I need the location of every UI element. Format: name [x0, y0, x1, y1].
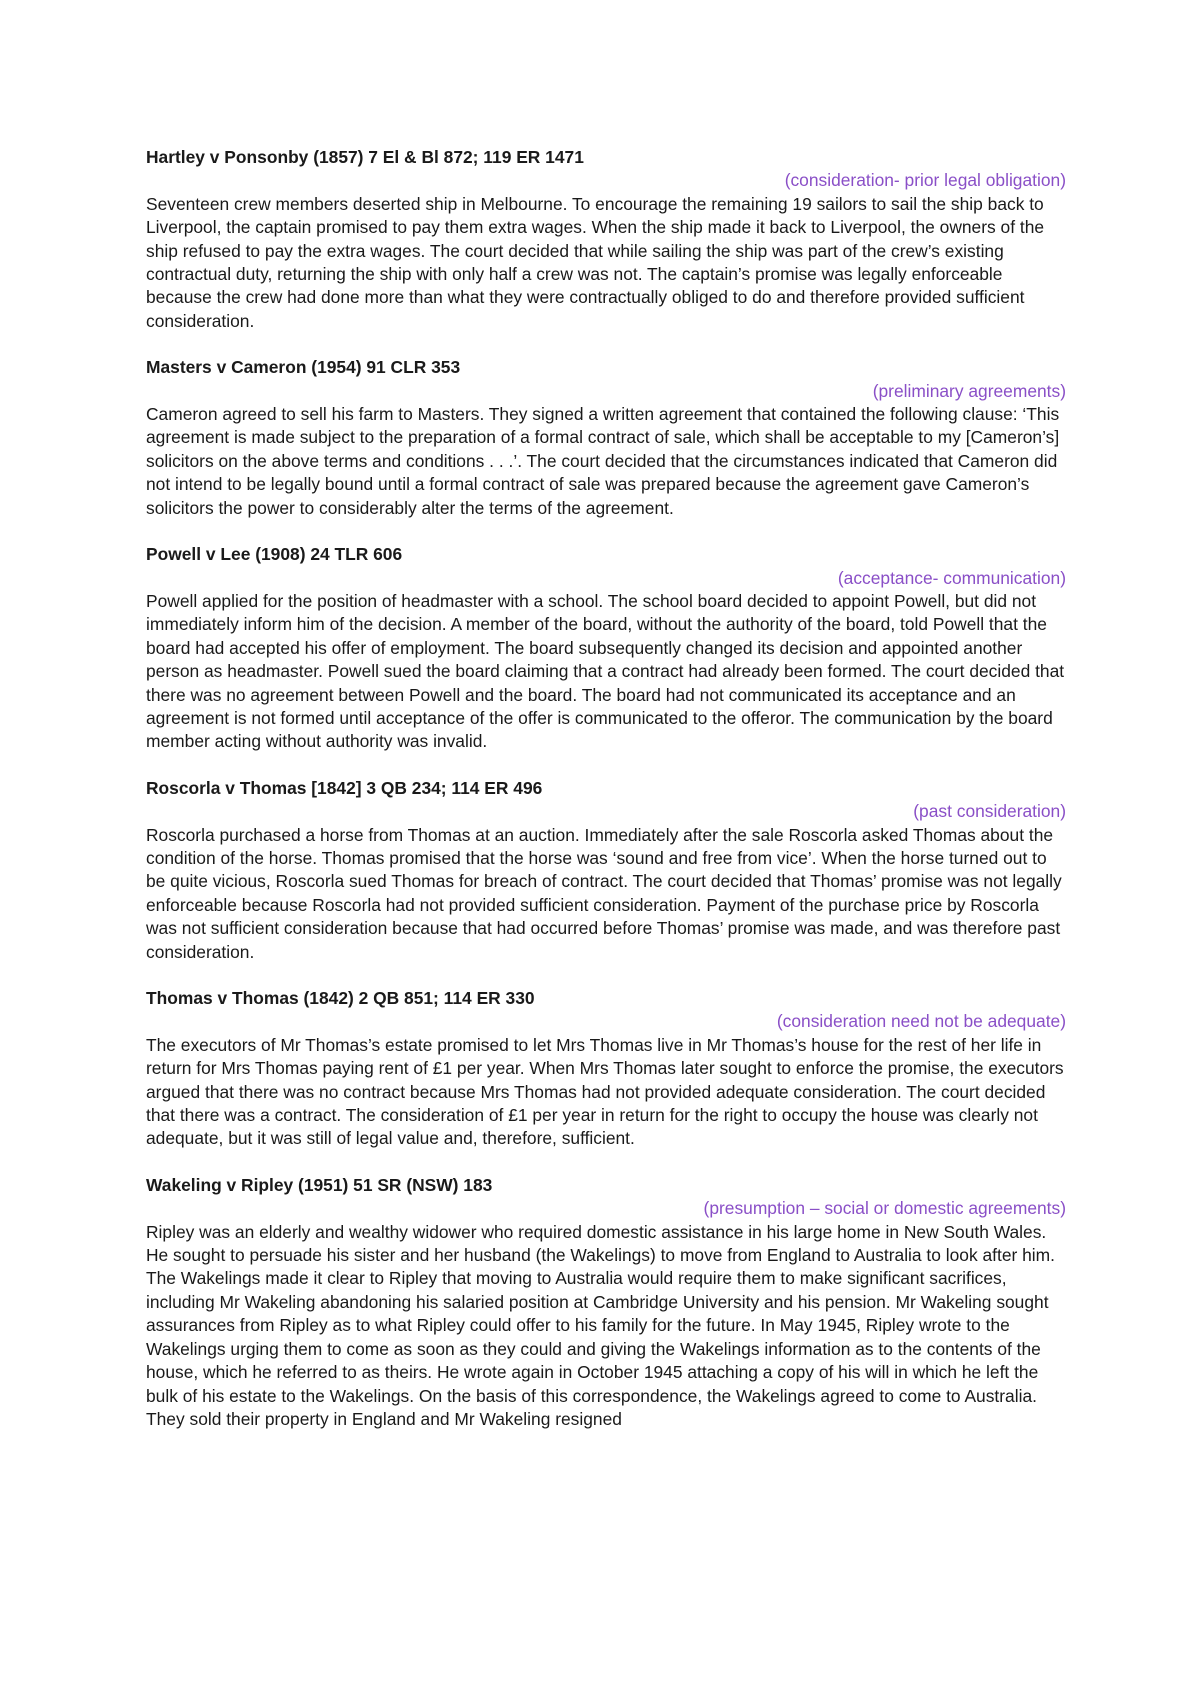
case-summary: Ripley was an elderly and wealthy widower who required domestic assistance in his large home in New South Wales. He sought to persuade his sister and her husband (the Wakelings) to move from England to Australia to look after him. The Wakelings made it clear to Ripley that moving to Australia would require them to make significant sacrifices, including Mr Wakeling abandoning his salaried position at Cambridge University and his pension. Mr Wakeling sought assurances from Ripley as to what Ripley could offer to his family for the future. In May 1945, Ripley wrote to the Wakelings urging them to come as soon as they could and giving the Wakelings information as to the contents of the house, which he referred to as theirs. He wrote again in October 1945 attaching a copy of his will in which he left the bulk of his estate to the Wakelings. On the basis of this correspondence, the Wakelings agreed to come to Australia. They sold their property in England and Mr Wakeling resigned [146, 1221, 1055, 1429]
case-entry [146, 777, 1066, 964]
case-entry [146, 1174, 1066, 1431]
case-summary: Powell applied for the position of headmaster with a school. The school board decided to appoint Powell, but did not immediately inform him of the decision. A member of the board, without the authority of the board, told Powell that the board had accepted his offer of employment. The board subsequently changed its decision and appointed another person as headmaster. Powell sued the board claiming that a contract had already been formed. The court decided that there was no agreement between Powell and the board. The board had not communicated its acceptance and an agreement is not formed until acceptance of the offer is communicated to the offeror. The communication by the board member acting without authority was invalid. [146, 590, 1065, 752]
case-topic-tag: (preliminary agreements) [872, 380, 1066, 401]
case-title: Masters v Cameron (1954) 91 CLR 353 [146, 357, 461, 378]
case-title: Roscorla v Thomas [1842] 3 QB 234; 114 ER 496 [146, 777, 543, 798]
case-summary: Seventeen crew members deserted ship in Melbourne. To encourage the remaining 19 sailors to sail the ship back to Liverpool, the captain promised to pay them extra wages. When the ship made it back to Liverpool, the owners of the ship refused to pay the extra wages. The court decided that while sailing the ship was part of the crew’s existing contractual duty, returning the ship with only half a crew was not. The captain’s promise was legally enforceable because the crew had done more than what they were contractually obliged to do and therefore provided sufficient consideration. [146, 193, 1045, 331]
case-entry [146, 543, 1066, 754]
case-summary: Cameron agreed to sell his farm to Masters. They signed a written agreement that contained the following clause: ‘This agreement is made subject to the preparation of a formal contract of sale, which shall be acceptable to my [Cameron’s] solicitors on the above terms and conditions . . .’. The court decided that the circumstances indicated that Cameron did not intend to be legally bound until a formal contract of sale was prepared because the agreement gave Cameron’s solicitors the power to considerably alter the terms of the agreement. [146, 404, 1060, 518]
case-title: Powell v Lee (1908) 24 TLR 606 [146, 544, 403, 565]
case-title: Hartley v Ponsonby (1857) 7 El & Bl 872; 119 ER 1471 [146, 147, 584, 167]
case-topic-tag: (acceptance- communication) [837, 567, 1066, 588]
case-entry [146, 987, 1066, 1151]
case-topic-tag: (presumption – social or domestic agreements) [703, 1198, 1066, 1219]
case-entry [146, 146, 1066, 333]
case-topic-tag: (past consideration) [913, 801, 1066, 822]
case-summary: Roscorla purchased a horse from Thomas at an auction. Immediately after the sale Roscorla asked Thomas about the condition of the horse. Thomas promised that the horse was ‘sound and free from vice’. When the horse turned out to be quite vicious, Roscorla sued Thomas for breach of contract. The court decided that Thomas’ promise was not legally enforceable because Roscorla had not provided sufficient consideration. Payment of the purchase price by Roscorla was not sufficient consideration because that had occurred before Thomas’ promise was made, and was therefore past consideration. [146, 824, 1062, 962]
case-topic-tag: (consideration- prior legal obligation) [784, 170, 1066, 191]
case-title: Wakeling v Ripley (1951) 51 SR (NSW) 183 [146, 1174, 493, 1195]
case-entry [146, 356, 1066, 520]
case-topic-tag: (consideration need not be adequate) [776, 1011, 1066, 1032]
case-summary: The executors of Mr Thomas’s estate promised to let Mrs Thomas live in Mr Thomas’s house for the rest of her life in return for Mrs Thomas paying rent of £1 per year. When Mrs Thomas later sought to enforce the promise, the executors argued that there was no contract because Mrs Thomas had not provided adequate consideration. The court decided that there was a contract. The consideration of £1 per year in return for the right to occupy the house was clearly not adequate, but it was still of legal value and, therefore, sufficient. [146, 1034, 1064, 1149]
case-title: Thomas v Thomas (1842) 2 QB 851; 114 ER 330 [146, 988, 535, 1008]
document-page [146, 146, 1066, 1454]
